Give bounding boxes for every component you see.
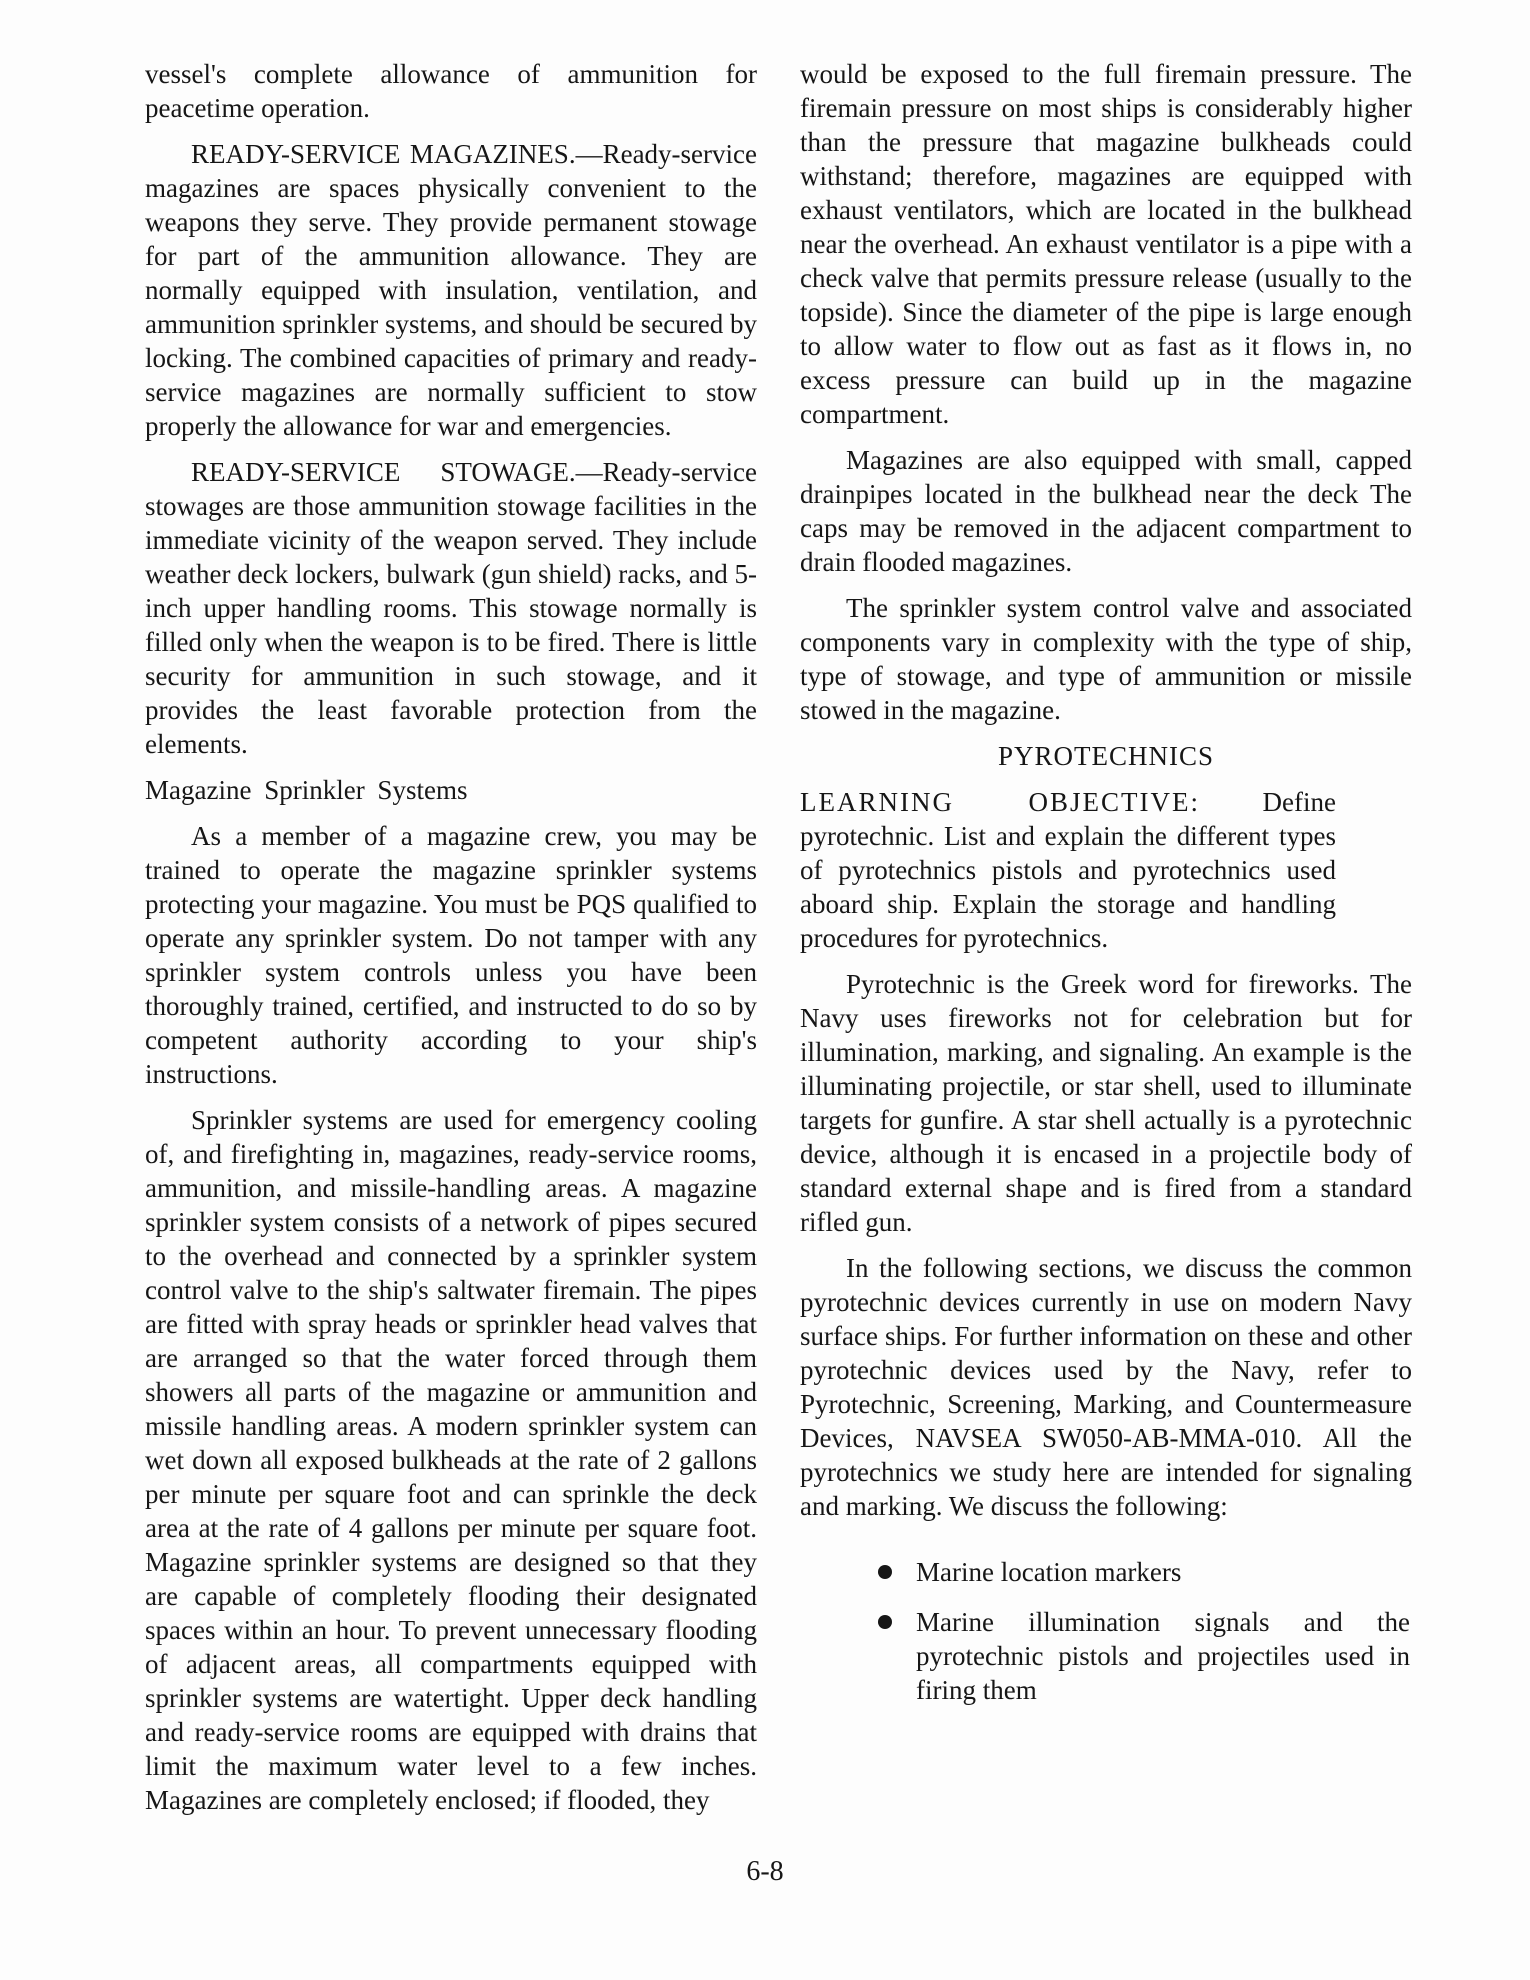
learning-objective-text: Define pyrotechnic. List and explain the different types of pyrotechnics pistols and pyrotechnics used aboard ship. Explain the storage and handling procedures for pyrotechnics. [800, 787, 1336, 953]
bullet-text-marine-location-markers: Marine location markers [916, 1557, 1182, 1587]
learning-objective-label: LEARNING OBJECTIVE: [800, 787, 1200, 817]
bullet-text-marine-illumination-signals: Marine illumination signals and the pyrotechnic pistols and projectiles used in firing them [916, 1607, 1410, 1705]
paragraph-sprinkler-systems: Sprinkler systems are used for emergency cooling of, and firefighting in, magazines, ready-service rooms, ammunition, and missile-handling areas. A magazine sprinkler system consists of a network of pipes secured to the overhead and connected by a sprinkler system control valve to the ship's saltwater firemain. The pipes are fitted with spray heads or sprinkler head valves that are arranged so that the water forced through them showers all parts of the magazine or ammunition and missile handling areas. A modern sprinkler system can wet down all exposed bulkheads at the rate of 2 gallons per minute per square foot and can sprinkle the deck area at the rate of 4 gallons per minute per square foot. Magazine sprinkler systems are designed so that they are capable of completely flooding their designated spaces within an hour. To prevent unnecessary flooding of adjacent areas, all compartments equipped with sprinkler systems are watertight. Upper deck handling and ready-service rooms are equipped with drains that limit the maximum water level to a few inches. Magazines are completely enclosed; if flooded, they [145, 1105, 757, 1815]
learning-objective-block [800, 785, 1336, 955]
subheading-magazine-sprinkler-systems: Magazine Sprinkler Systems [145, 775, 468, 805]
paragraph-following-sections: In the following sections, we discuss the common pyrotechnic devices currently in use on modern Navy surface ships. For further information on these and other pyrotechnic devices used by the Navy, refer to Pyrotechnic, Screening, Marking, and Countermeasure Devices, NAVSEA SW050-AB-MMA-010. All the pyrotechnics we study here are intended for signaling and marking. We discuss the following: [800, 1253, 1412, 1521]
paragraph-magazine-crew: As a member of a magazine crew, you may be trained to operate the magazine sprinkler systems protecting your magazine. You must be PQS qualified to operate any sprinkler system. Do not tamper with any sprinkler system controls unless you have been thoroughly trained, certified, and instructed to do so by competent authority according to your ship's instructions. [145, 821, 757, 1089]
paragraph-ready-service-stowage: READY-SERVICE STOWAGE.—Ready-service stowages are those ammunition stowage facilities in the immediate vicinity of the weapon served. They include weather deck lockers, bulwark (gun shield) racks, and 5-inch upper handling rooms. This stowage normally is filled only when the weapon is to be fired. There is little security for ammunition in such stowage, and it provides the least favorable protection from the elements. [145, 457, 757, 759]
page-number: 6-8 [746, 1856, 784, 1887]
section-heading-pyrotechnics: PYROTECHNICS [997, 741, 1215, 771]
paragraph-control-valve: The sprinkler system control valve and associated components vary in complexity with the type of ship, type of stowage, and type of ammunition or missile stowed in the magazine. [800, 593, 1412, 725]
left-column [145, 57, 757, 1829]
bullet-list [800, 1555, 1412, 1707]
list-item [878, 1555, 1412, 1589]
paragraph-pyrotechnic-greek: Pyrotechnic is the Greek word for fireworks. The Navy uses fireworks not for celebration but for illumination, marking, and signaling. An example is the illuminating projectile, or star shell, used to illuminate targets for gunfire. A star shell actually is a pyrotechnic device, although it is encased in a projectile body of standard external shape and is fired from a standard rifled gun. [800, 969, 1412, 1237]
bullet-icon [878, 1565, 892, 1579]
paragraph-continuation-right: would be exposed to the full firemain pressure. The firemain pressure on most ships is considerably higher than the pressure that magazine bulkheads could withstand; therefore, magazines are equipped with exhaust ventilators, which are located in the bulkhead near the overhead. An exhaust ventilator is a pipe with a check valve that permits pressure release (usually to the topside). Since the diameter of the pipe is large enough to allow water to flow out as fast as it flows in, no excess pressure can build up in the magazine compartment. [800, 59, 1412, 429]
paragraph-continuation-left: vessel's complete allowance of ammunition for peacetime operation. [145, 59, 757, 123]
right-column [800, 57, 1412, 1723]
paragraph-drainpipes: Magazines are also equipped with small, capped drainpipes located in the bulkhead near the deck The caps may be removed in the adjacent compartment to drain flooded magazines. [800, 445, 1412, 577]
bullet-icon [878, 1615, 892, 1629]
list-item [878, 1605, 1412, 1707]
paragraph-ready-service-magazines: READY-SERVICE MAGAZINES.—Ready-service magazines are spaces physically convenient to the weapons they serve. They provide permanent stowage for part of the ammunition allowance. They are normally equipped with insulation, ventilation, and ammunition sprinkler systems, and should be secured by locking. The combined capacities of primary and ready-service magazines are normally sufficient to stow properly the allowance for war and emergencies. [145, 139, 757, 441]
